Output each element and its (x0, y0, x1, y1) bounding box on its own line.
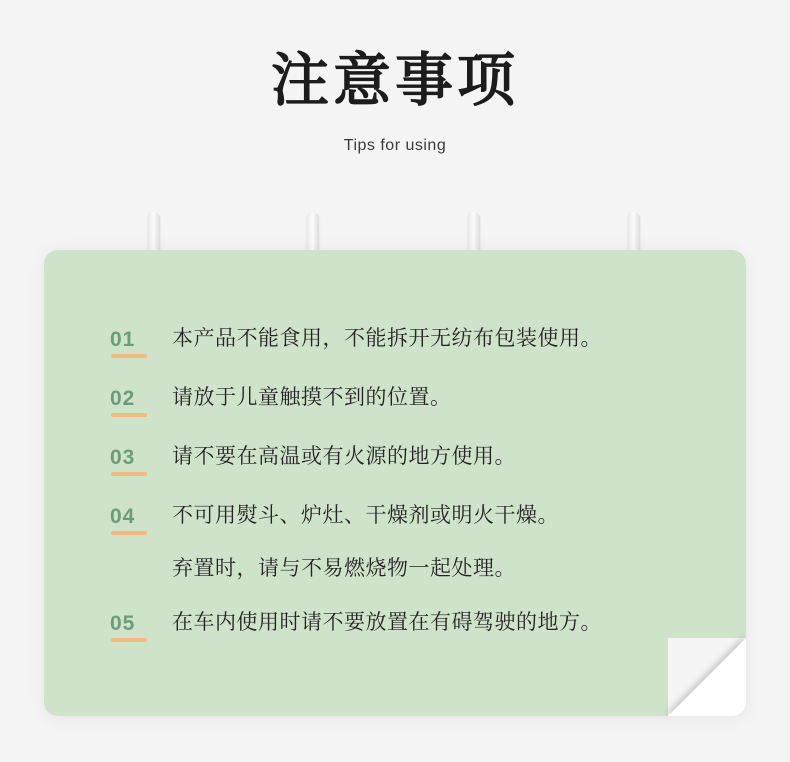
list-item-number-wrap (110, 322, 172, 358)
list-item-number: 04 (110, 505, 135, 535)
list-item-number-wrap (110, 440, 172, 476)
list-item (110, 499, 710, 535)
list-item-number-wrap (110, 499, 172, 535)
list-item-text: 请不要在高温或有火源的地方使用。 (172, 445, 516, 468)
notice-card (44, 250, 746, 716)
list-item-text: 请放于儿童触摸不到的位置。 (172, 386, 452, 409)
list-item-number: 03 (110, 446, 135, 476)
page-title: 注意事项 (270, 48, 519, 113)
list-item-text: 弃置时，请与不易燃烧物一起处理。 (172, 557, 516, 580)
list-item-text: 本产品不能食用，不能拆开无纺布包装使用。 (172, 327, 602, 350)
list-item (110, 322, 710, 358)
page-subtitle: Tips for using (343, 136, 447, 154)
list-item-number: 01 (110, 328, 135, 358)
list-item-number: 02 (110, 387, 135, 417)
list-item-number-wrap (110, 381, 172, 417)
list-item (110, 606, 710, 642)
list-item-text: 不可用熨斗、炉灶、干燥剂或明火干燥。 (172, 504, 559, 527)
list-item-number: 05 (110, 612, 135, 642)
list-item-number-wrap (110, 606, 172, 642)
list-item-text: 在车内使用时请不要放置在有碍驾驶的地方。 (172, 611, 602, 635)
page-fold-triangle-icon (668, 638, 746, 716)
list-item (110, 440, 710, 476)
list-item-number-wrap (110, 552, 172, 558)
list-item-continuation (110, 552, 710, 583)
header (0, 48, 790, 155)
page-fold (668, 638, 746, 716)
list-item (110, 381, 710, 417)
notice-list (110, 322, 710, 665)
